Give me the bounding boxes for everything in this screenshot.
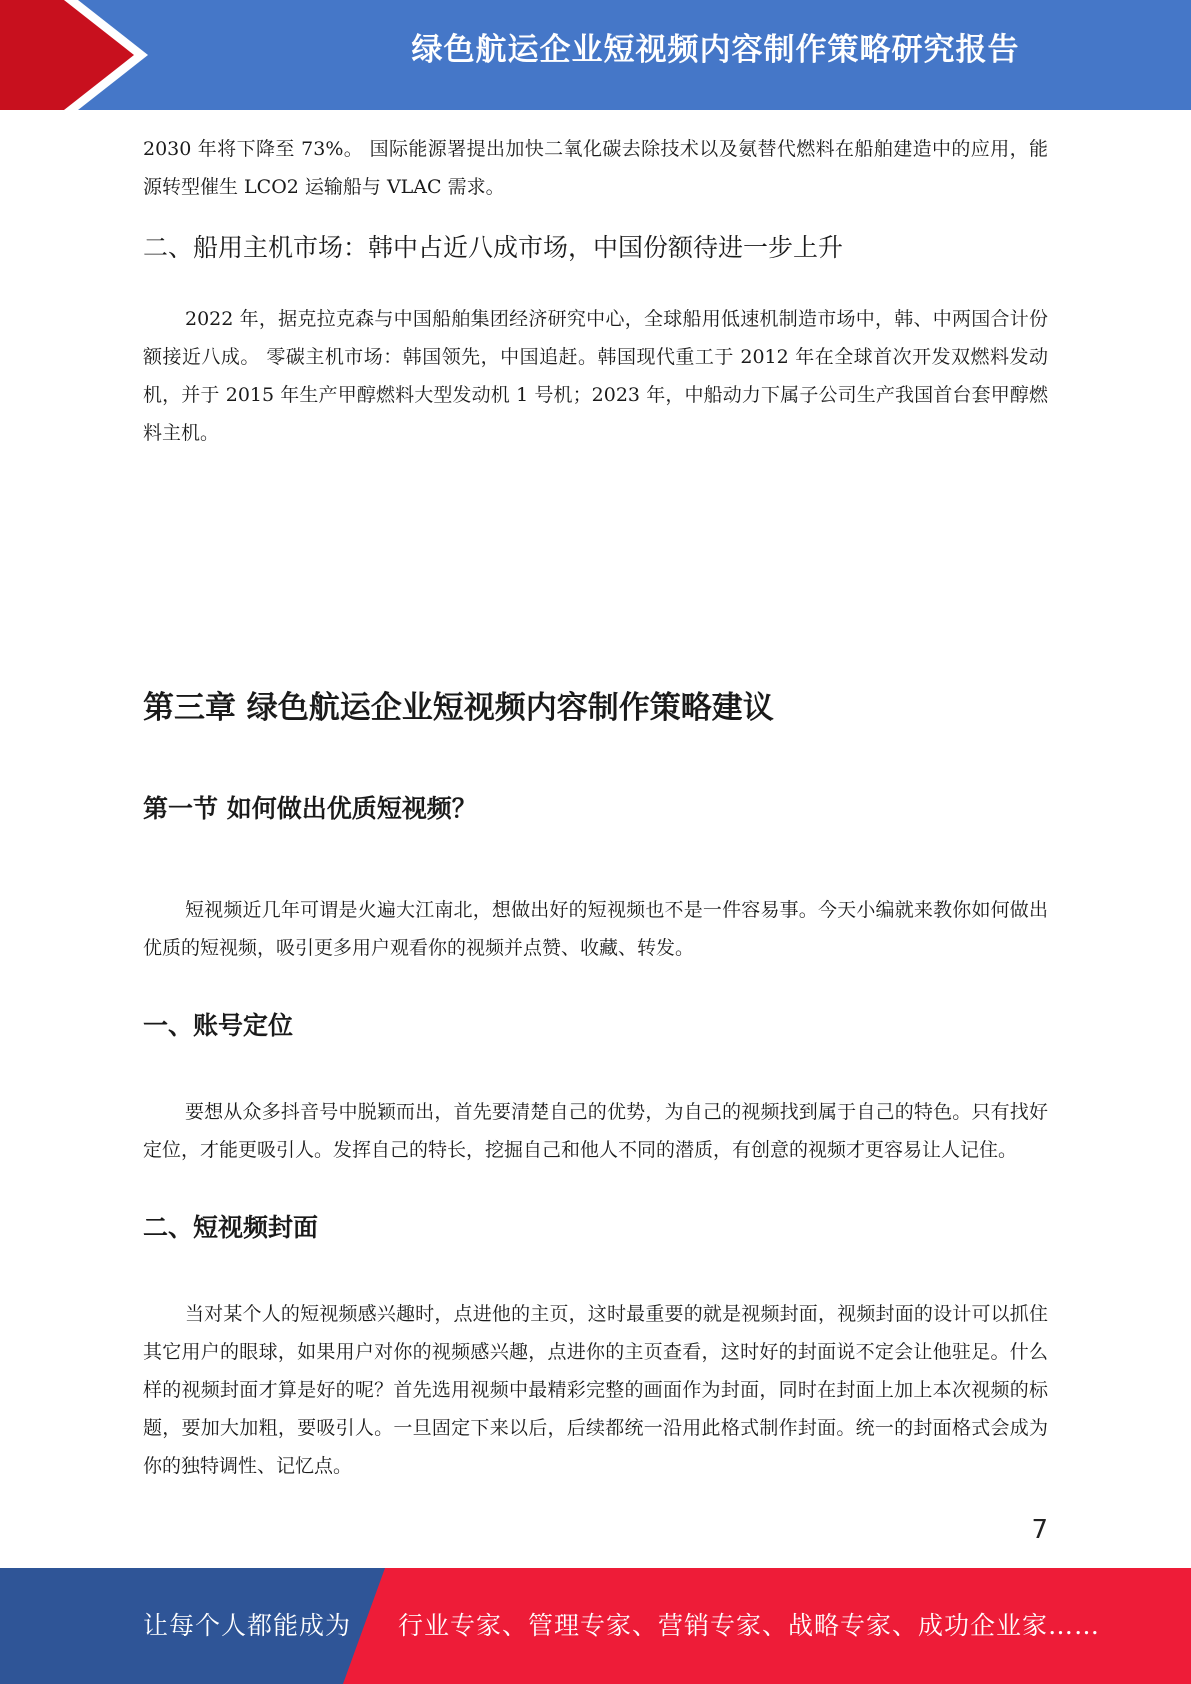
subsection-heading-account-positioning: 一、账号定位 bbox=[143, 1011, 294, 1040]
section-title: 第一节 如何做出优质短视频？ bbox=[143, 794, 477, 823]
section-intro-paragraph: 短视频近几年可谓是火遍大江南北，想做出好的短视频也不是一件容易事。今天小编就来教你如何做出优质的短视频，吸引更多用户观看你的视频并点赞、收藏、转发。 bbox=[143, 899, 1048, 959]
intro-paragraph: 2030 年将下降至 73%。 国际能源署提出加快二氧化碳去除技术以及氨替代燃料在船舶建造中的应用，能源转型催生 LCO2 运输船与 VLAC 需求。 bbox=[143, 138, 1048, 198]
page-content bbox=[143, 130, 1048, 1485]
page-footer bbox=[0, 1568, 1191, 1684]
page-header bbox=[0, 0, 1191, 110]
footer-slogan-left: 让每个人都能成为 bbox=[143, 1611, 352, 1640]
subsection-heading-video-cover: 二、短视频封面 bbox=[143, 1213, 319, 1242]
report-title: 绿色航运企业短视频内容制作策略研究报告 bbox=[411, 32, 1020, 68]
page-number: 7 bbox=[1031, 1515, 1048, 1545]
header-arrow-decoration bbox=[0, 0, 160, 110]
account-positioning-paragraph: 要想从众多抖音号中脱颖而出，首先要清楚自己的优势，为自己的视频找到属于自己的特色。只有找好定位，才能更吸引人。发挥自己的特长，挖掘自己和他人不同的潜质，有创意的视频才更容易让人记住。 bbox=[143, 1101, 1048, 1161]
chapter-title: 第三章 绿色航运企业短视频内容制作策略建议 bbox=[143, 690, 774, 726]
footer-slogan-right: 行业专家、管理专家、营销专家、战略专家、成功企业家…… bbox=[398, 1611, 1101, 1640]
section-heading-engine-market: 二、船用主机市场：韩中占近八成市场，中国份额待进一步上升 bbox=[143, 233, 844, 262]
video-cover-paragraph: 当对某个人的短视频感兴趣时，点进他的主页，这时最重要的就是视频封面，视频封面的设计可以抓住其它用户的眼球，如果用户对你的视频感兴趣，点进你的主页查看，这时好的封面说不定会让他驻足。什么样的视频封面才算是好的呢？首先选用视频中最精彩完整的画面作为封面，同时在封面上加上本次视频的标题，要加大加粗，要吸引人。一旦固定下来以后，后续都统一沿用此格式制作封面。统一的封面格式会成为你的独特调性、记忆点。 bbox=[143, 1303, 1048, 1477]
engine-market-paragraph: 2022 年，据克拉克森与中国船舶集团经济研究中心，全球船用低速机制造市场中，韩、中两国合计份额接近八成。 零碳主机市场：韩国领先，中国追赶。韩国现代重工于 2012 年在全球首次开发双燃料发动机，并于 2015 年生产甲醇燃料大型发动机 1 号机；2023 年，中船动力下属子公司生产我国首台套甲醇燃料主机。 bbox=[143, 308, 1048, 444]
